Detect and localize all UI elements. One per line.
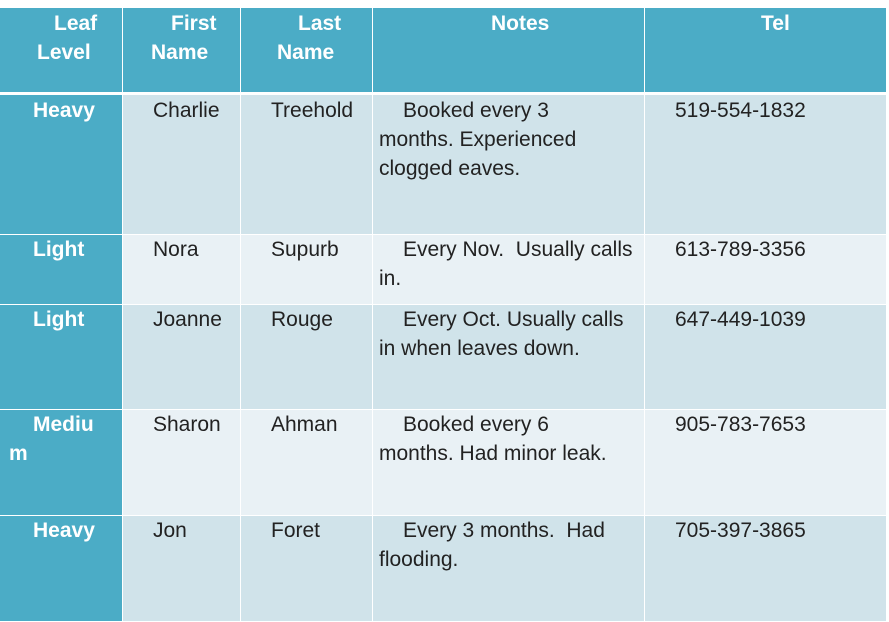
row2-notes-line1: Every Nov. Usually calls	[403, 238, 633, 261]
header-notes-label: Notes	[491, 12, 550, 35]
row3-first-name-text: Joanne	[153, 308, 222, 331]
row1-leaf-level	[0, 95, 122, 234]
row2-leaf-level	[0, 234, 122, 304]
header-notes	[372, 8, 644, 92]
row4-last-name-text: Ahman	[271, 413, 338, 436]
row4-first-name-text: Sharon	[153, 413, 221, 436]
header-last-name-line2: Name	[277, 41, 335, 64]
row4-tel	[644, 409, 886, 515]
row-divider	[0, 304, 886, 305]
row1-first-name-text: Charlie	[153, 99, 220, 122]
header-first-name-line2: Name	[151, 41, 209, 64]
row2-level-text: Light	[33, 238, 85, 261]
column-divider	[122, 8, 123, 621]
header-last-name-line1: Last	[298, 12, 342, 35]
row1-notes	[372, 95, 644, 234]
row3-tel	[644, 304, 886, 409]
row5-last-name	[240, 515, 372, 621]
header-first-name-line1: First	[171, 12, 217, 35]
row-divider	[0, 234, 886, 235]
column-divider	[240, 8, 241, 621]
row5-last-name-text: Foret	[271, 519, 321, 542]
row3-level-text: Light	[33, 308, 85, 331]
row4-last-name	[240, 409, 372, 515]
row2-notes-line2: in.	[379, 267, 402, 290]
row1-first-name	[122, 95, 240, 234]
row3-notes-line1: Every Oct. Usually calls	[403, 308, 624, 331]
row2-notes	[372, 234, 644, 304]
row3-notes-line2: in when leaves down.	[379, 337, 580, 360]
header-divider	[0, 92, 886, 95]
column-divider	[644, 8, 645, 621]
header-tel-label: Tel	[761, 12, 790, 35]
header-leaf-level-line2: Level	[37, 41, 91, 64]
row4-level-line2: m	[9, 442, 28, 465]
row4-first-name	[122, 409, 240, 515]
row5-notes-line1: Every 3 months. Had	[403, 519, 605, 542]
row1-notes-line3: clogged eaves.	[379, 157, 521, 180]
row1-tel-text: 519-554-1832	[675, 99, 806, 122]
row5-tel-text: 705-397-3865	[675, 519, 806, 542]
header-leaf-level	[0, 8, 122, 92]
row3-tel-text: 647-449-1039	[675, 308, 806, 331]
row1-last-name-text: Treehold	[271, 99, 354, 122]
row3-last-name	[240, 304, 372, 409]
row2-tel-text: 613-789-3356	[675, 238, 806, 261]
row1-last-name	[240, 95, 372, 234]
header-first-name	[122, 8, 240, 92]
row5-tel	[644, 515, 886, 621]
header-tel	[644, 8, 886, 92]
row5-level-text: Heavy	[33, 519, 95, 542]
row5-first-name	[122, 515, 240, 621]
row5-leaf-level	[0, 515, 122, 621]
row1-notes-line2: months. Experienced	[379, 128, 577, 151]
row2-last-name-text: Supurb	[271, 238, 339, 261]
row3-first-name	[122, 304, 240, 409]
header-last-name	[240, 8, 372, 92]
row4-notes-line1: Booked every 6	[403, 413, 549, 436]
row1-level-text: Heavy	[33, 99, 95, 122]
row5-notes-line2: flooding.	[379, 548, 459, 571]
row4-level-line1: Mediu	[33, 413, 94, 436]
row3-last-name-text: Rouge	[271, 308, 333, 331]
row5-notes	[372, 515, 644, 621]
row3-notes	[372, 304, 644, 409]
row4-tel-text: 905-783-7653	[675, 413, 806, 436]
row-divider	[0, 515, 886, 516]
row3-leaf-level	[0, 304, 122, 409]
row2-first-name-text: Nora	[153, 238, 199, 261]
customer-table	[0, 8, 886, 621]
row1-tel	[644, 95, 886, 234]
row2-first-name	[122, 234, 240, 304]
row4-notes	[372, 409, 644, 515]
row4-notes-line2: months. Had minor leak.	[379, 442, 607, 465]
column-divider	[372, 8, 373, 621]
row4-leaf-level	[0, 409, 122, 515]
row1-notes-line1: Booked every 3	[403, 99, 549, 122]
row-divider	[0, 409, 886, 410]
row2-last-name	[240, 234, 372, 304]
row5-first-name-text: Jon	[153, 519, 187, 542]
row2-tel	[644, 234, 886, 304]
header-leaf-level-line1: Leaf	[54, 12, 98, 35]
